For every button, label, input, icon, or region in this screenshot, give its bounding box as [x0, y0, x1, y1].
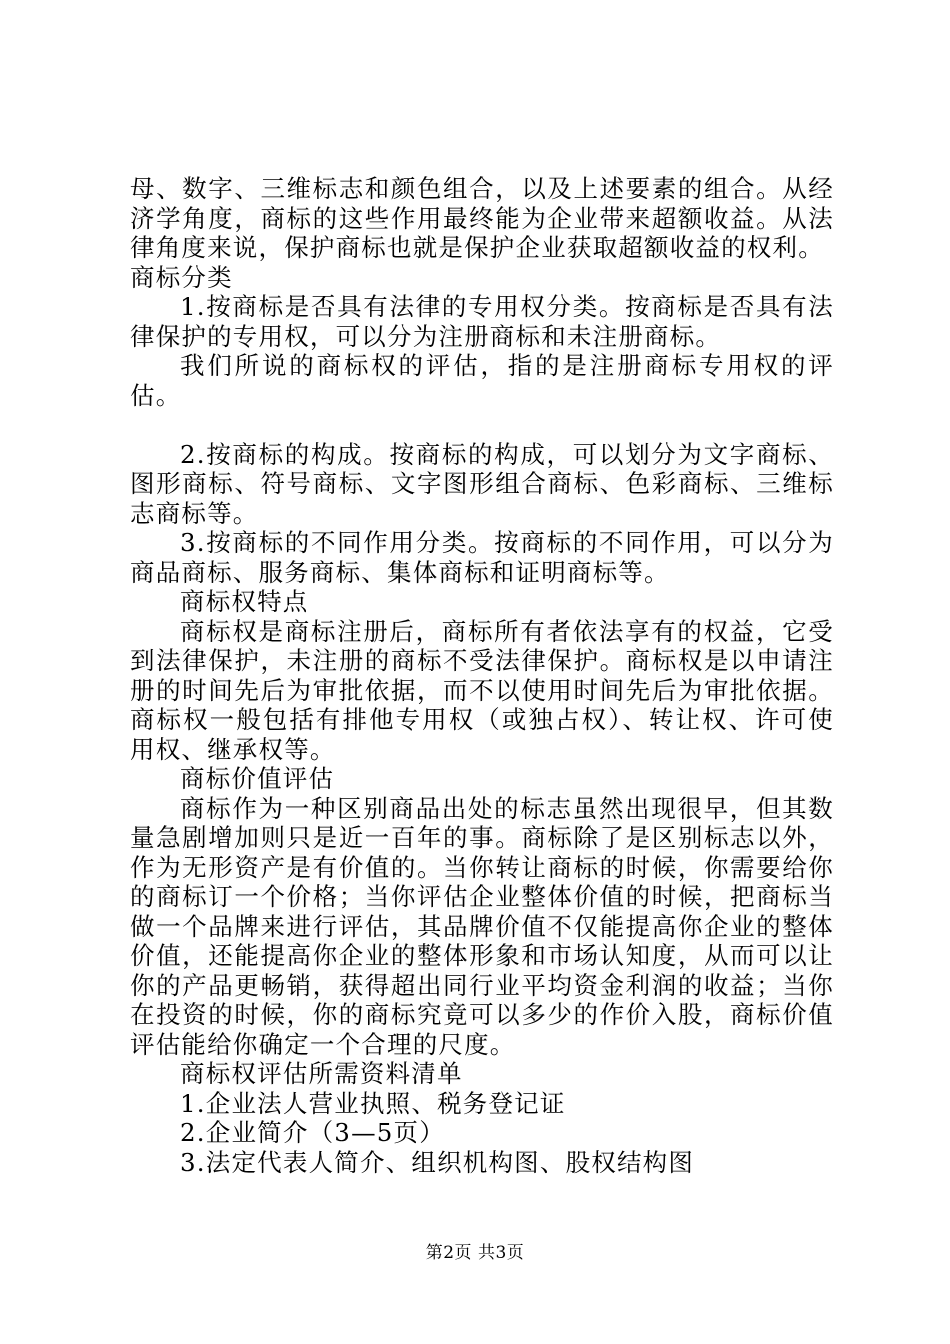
paragraph: 1.按商标是否具有法律的专用权分类。按商标是否具有法律保护的专用权，可以分为注册商标和未注册商标。	[130, 292, 834, 351]
blank-line	[130, 410, 834, 440]
list-item: 3.法定代表人简介、组织机构图、股权结构图	[180, 1147, 695, 1177]
section-heading: 商标分类	[130, 262, 233, 292]
list-item: 2.企业简介（3—5页）	[180, 1118, 445, 1147]
page-number-footer: 第2页 共3页	[425, 1243, 525, 1263]
section-heading: 商标权特点	[180, 587, 309, 616]
paragraph: 商标作为一种区别商品出处的标志虽然出现很早，但其数量急剧增加则只是近一百年的事。商标除了是区别标志以外，作为无形资产是有价值的。当你转让商标的时候，你需要给你的商标订一个价格；当你评估企业整体价值的时候，把商标当做一个品牌来进行评估，其品牌价值不仅能提高你企业的整体价值，还能提高你企业的整体形象和市场认知度，从而可以让你的产品更畅销，获得超出同行业平均资金利润的收益；当你在投资的时候，你的商标究竟可以多少的作价入股，商标价值评估能给你确定一个合理的尺度。	[130, 793, 834, 1059]
document-body	[130, 174, 834, 1177]
paragraph: 商标权是商标注册后，商标所有者依法享有的权益，它受到法律保护，未注册的商标不受法律保护。商标权是以申请注册的时间先后为审批依据，而不以使用时间先后为审批依据。商标权一般包括有排他专用权（或独占权）、转让权、许可使用权、继承权等。	[130, 616, 834, 764]
paragraph: 2.按商标的构成。按商标的构成，可以划分为文字商标、图形商标、符号商标、文字图形组合商标、色彩商标、三维标志商标等。	[130, 439, 834, 528]
paragraph: 我们所说的商标权的评估，指的是注册商标专用权的评估。	[130, 351, 834, 410]
paragraph: 3.按商标的不同作用分类。按商标的不同作用，可以分为商品商标、服务商标、集体商标和证明商标等。	[130, 528, 834, 587]
section-heading: 商标价值评估	[180, 764, 335, 793]
paragraph: 母、数字、三维标志和颜色组合，以及上述要素的组合。从经济学角度，商标的这些作用最终能为企业带来超额收益。从法律角度来说，保护商标也就是保护企业获取超额收益的权利。	[130, 174, 834, 262]
section-heading: 商标权评估所需资料清单	[180, 1059, 463, 1088]
list-item: 1.企业法人营业执照、税务登记证	[180, 1088, 566, 1118]
